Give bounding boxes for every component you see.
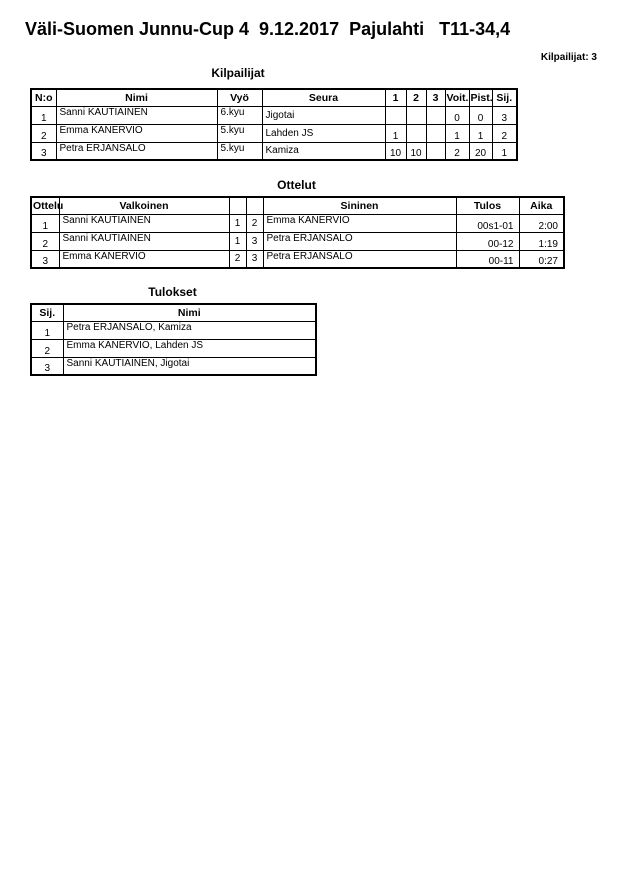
competitors-count-label: Kilpailijat: 3 [540, 52, 597, 63]
result-place: 2 [31, 339, 63, 357]
match-blue-name: Petra ERJANSALO [263, 232, 456, 250]
result-place: 3 [31, 357, 63, 375]
match-time: 1:19 [519, 232, 564, 250]
col-header-white-no [229, 197, 246, 214]
page-title: Väli-Suomen Junnu-Cup 4 9.12.2017 Pajulahti T11-34,4 [25, 19, 511, 39]
col-header-blue-no [246, 197, 263, 214]
competitor-club: Jigotai [262, 106, 385, 124]
competitor-belt: 5.kyu [217, 142, 262, 160]
col-header-time: Aika [519, 197, 564, 214]
match-row [31, 250, 564, 268]
col-header-wins: Voit. [445, 89, 469, 106]
match-time: 2:00 [519, 214, 564, 232]
competitor-round3 [426, 106, 445, 124]
match-result: 00-11 [456, 250, 519, 268]
competitor-belt: 6.kyu [217, 106, 262, 124]
matches-heading: Ottelut [277, 178, 316, 192]
col-header-club: Seura [262, 89, 385, 106]
match-time: 0:27 [519, 250, 564, 268]
match-row [31, 214, 564, 232]
competitor-round1: 1 [385, 124, 406, 142]
matches-table [30, 196, 565, 269]
competitor-round2 [406, 106, 426, 124]
competitor-no: 2 [31, 124, 56, 142]
competitor-wins: 0 [445, 106, 469, 124]
competitor-round2: 10 [406, 142, 426, 160]
competitor-points: 20 [469, 142, 492, 160]
col-header-round3: 3 [426, 89, 445, 106]
col-header-round2: 2 [406, 89, 426, 106]
result-row [31, 339, 316, 357]
competitor-round2 [406, 124, 426, 142]
results-heading: Tulokset [148, 285, 197, 299]
result-name: Sanni KAUTIAINEN, Jigotai [63, 357, 316, 375]
competitor-club: Kamiza [262, 142, 385, 160]
competitor-points: 1 [469, 124, 492, 142]
col-header-result: Tulos [456, 197, 519, 214]
col-header-name: Nimi [56, 89, 217, 106]
match-white-no: 1 [229, 214, 246, 232]
col-header-white: Valkoinen [59, 197, 229, 214]
competitors-header-row [31, 89, 517, 106]
col-header-place: Sij. [492, 89, 517, 106]
competitor-no: 1 [31, 106, 56, 124]
competitor-row [31, 142, 517, 160]
competitor-place: 2 [492, 124, 517, 142]
competitor-row [31, 106, 517, 124]
match-no: 1 [31, 214, 59, 232]
competitor-round3 [426, 124, 445, 142]
match-result: 00-12 [456, 232, 519, 250]
competitor-round1: 10 [385, 142, 406, 160]
match-blue-name: Emma KANERVIO [263, 214, 456, 232]
result-row [31, 357, 316, 375]
competitor-wins: 1 [445, 124, 469, 142]
match-result: 00s1-01 [456, 214, 519, 232]
competitor-place: 1 [492, 142, 517, 160]
col-header-round1: 1 [385, 89, 406, 106]
result-place: 1 [31, 321, 63, 339]
match-blue-no: 2 [246, 214, 263, 232]
match-blue-no: 3 [246, 232, 263, 250]
competitor-wins: 2 [445, 142, 469, 160]
match-no: 3 [31, 250, 59, 268]
competitor-no: 3 [31, 142, 56, 160]
competitor-name: Sanni KAUTIAINEN [56, 106, 217, 124]
match-white-no: 2 [229, 250, 246, 268]
competitor-place: 3 [492, 106, 517, 124]
competitor-points: 0 [469, 106, 492, 124]
match-white-name: Sanni KAUTIAINEN [59, 232, 229, 250]
competitor-row [31, 124, 517, 142]
match-white-name: Sanni KAUTIAINEN [59, 214, 229, 232]
col-header-no: N:o [31, 89, 56, 106]
matches-header-row [31, 197, 564, 214]
match-row [31, 232, 564, 250]
result-row [31, 321, 316, 339]
match-white-no: 1 [229, 232, 246, 250]
competitor-round3 [426, 142, 445, 160]
competitors-table [30, 88, 518, 161]
col-header-name: Nimi [63, 304, 316, 321]
match-blue-no: 3 [246, 250, 263, 268]
col-header-blue: Sininen [263, 197, 456, 214]
competitor-club: Lahden JS [262, 124, 385, 142]
competitor-belt: 5.kyu [217, 124, 262, 142]
competitor-round1 [385, 106, 406, 124]
col-header-place: Sij. [31, 304, 63, 321]
competitor-name: Petra ERJANSALO [56, 142, 217, 160]
result-name: Petra ERJANSALO, Kamiza [63, 321, 316, 339]
col-header-match: Ottelu [31, 197, 59, 214]
col-header-points: Pist. [469, 89, 492, 106]
match-no: 2 [31, 232, 59, 250]
results-table [30, 303, 317, 376]
competitors-heading: Kilpailijat [211, 66, 265, 80]
match-white-name: Emma KANERVIO [59, 250, 229, 268]
results-header-row [31, 304, 316, 321]
result-name: Emma KANERVIO, Lahden JS [63, 339, 316, 357]
match-blue-name: Petra ERJANSALO [263, 250, 456, 268]
competitor-name: Emma KANERVIO [56, 124, 217, 142]
col-header-belt: Vyö [217, 89, 262, 106]
